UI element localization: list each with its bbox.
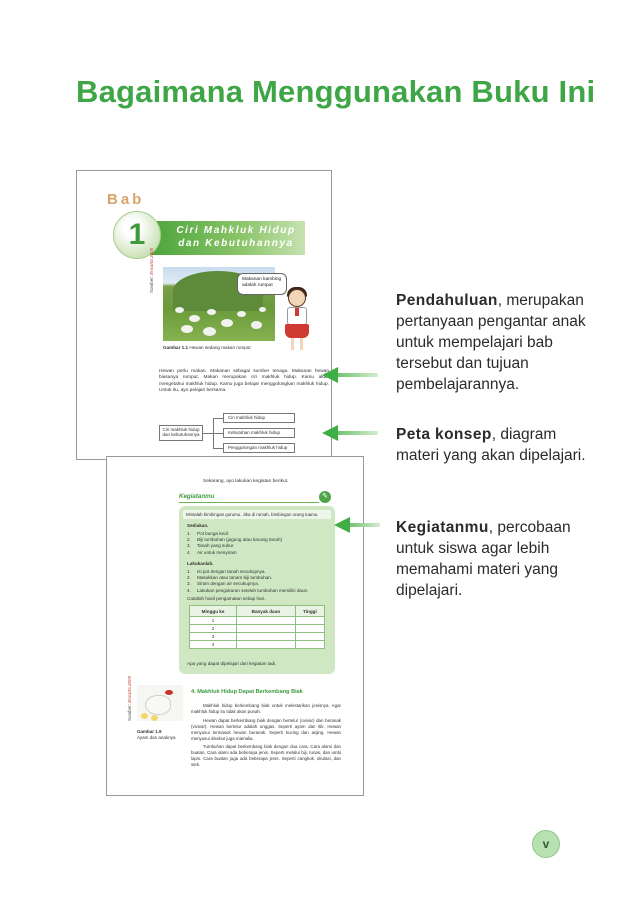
hen-photo — [137, 685, 183, 721]
chapter-title: Ciri Mahkluk Hidup dan Kebutuhannya — [176, 225, 296, 249]
sheep-shape — [181, 325, 193, 333]
chapter-opener-preview — [76, 170, 332, 460]
paragraph: Tumbuhan dapat berkembang biak dengan dua cara. Cara alami dan buatan. Cara alami ada beberapa jenis. Seperti melalui biji, tunas, dan umbi lapis. Cara buatan juga ada beberapa jenis. Seperti cangkok, okulasi, dan stek. — [191, 744, 341, 768]
sheep-shape — [203, 327, 216, 336]
speech-bubble: Makanan kambing adalah rumput — [237, 273, 287, 295]
sheep-shape — [221, 319, 233, 327]
list-item: 4. Air untuk menyiram — [187, 549, 237, 555]
steps-heading: Lakukanlah. — [187, 561, 214, 566]
photo-credit: Sumber: Encarta 2005 — [149, 247, 154, 293]
table-note: Catatlah hasil pengamatan setiap hari. — [187, 596, 266, 601]
activity-icon: ✎ — [319, 491, 331, 503]
paragraph: Makhluk hidup berkembang biak untuk melestarikan jenisnya. Agar makhluk hidup itu tidak akan punah. — [191, 703, 341, 714]
page-title: Bagaimana Menggunakan Buku Ini — [76, 74, 596, 109]
concept-map-branch: Penggolongan makhluk hidup — [223, 443, 295, 453]
activity-intro: Mintalah bimbingan gurumu. Jika di rumah, bimbingan orang tuamu. — [183, 510, 331, 519]
list-item: 4. Lakukan pengukuran setelah tumbuhan memiliki daun. — [187, 587, 309, 593]
section-body — [191, 703, 341, 771]
table-header: Banyak daun — [237, 606, 296, 617]
list-item: 3. Tanah yang subur — [187, 543, 234, 549]
steps-list — [187, 569, 308, 594]
student-illustration — [281, 289, 313, 351]
sheep-shape — [207, 309, 216, 315]
bab-label: Bab — [107, 191, 145, 208]
activity-title: Kegiatanmu — [179, 493, 215, 500]
list-item: 2. Masukkan atau tanam biji tumbuhan. — [187, 575, 273, 581]
activity-page-preview — [106, 456, 364, 796]
callout-kegiatanmu: Kegiatanmu, percobaan untuk siswa agar lebih memahami materi yang dipelajari. — [396, 519, 571, 599]
list-item: 3. Siram dengan air secukupnya. — [187, 581, 260, 587]
list-item: 2. Biji tumbuhan (jagung atau kacang tanah) — [187, 537, 283, 543]
concept-map-branch: Kebutuhan makhluk hidup — [223, 428, 295, 438]
activity-lead-text: Sekarang, ayo lakukan kegiatan berikut. — [203, 479, 289, 484]
sheep-shape — [251, 321, 262, 329]
concept-connector — [213, 433, 223, 434]
table-row: 4 — [190, 641, 325, 649]
section-heading: 4. Makhluk Hidup Dapat Berkembang Biak — [191, 689, 303, 695]
table-header: Tinggi — [295, 606, 324, 617]
page-number-badge: v — [532, 830, 560, 858]
figure-caption: Gambar 1.9 Ayam dan anaknya — [137, 729, 176, 740]
concept-connector — [203, 433, 213, 434]
list-item: 1. Isi pot dengan tanah secukupnya. — [187, 569, 266, 574]
sheep-shape — [259, 307, 266, 312]
pointer-arrow-icon — [334, 519, 380, 531]
paragraph: Hewan dapat berkembang biak dengan bertelur (ovivar) dan beranak (vivivar). Hewan bertelur adalah unggas. Seperti ayam dan itik. Hewan menyusui termasuk hewan beranak. Seperti kucing dan anjing. Hewan menyusui disebut juga mamalia. — [191, 717, 341, 741]
table-row: 1 — [190, 617, 325, 625]
table-row: 3 — [190, 633, 325, 641]
sheep-shape — [189, 315, 200, 322]
concept-map-branch: Ciri makhluk hidup — [223, 413, 295, 423]
materials-heading: Sediakan. — [187, 523, 209, 528]
materials-list — [187, 531, 282, 556]
list-item: 1. Pot bunga kecil — [187, 531, 229, 536]
pointer-arrow-icon — [322, 369, 378, 381]
concept-connector — [213, 418, 223, 419]
photo-credit: Sumber: Encarta 2005 — [127, 675, 132, 721]
concept-connector — [213, 448, 223, 449]
table-header: Minggu ke — [190, 606, 237, 617]
concept-map-main: Ciri makhluk hidup dan kebutuhannya — [159, 425, 203, 441]
activity-question: Apa yang dapat dipelajari dari kegiatan tadi. — [187, 661, 277, 666]
sheep-shape — [237, 311, 246, 317]
figure-caption: Gambar 1.1 Hewan sedang makan rumput — [163, 345, 251, 350]
activity-title-rule — [179, 502, 319, 503]
pointer-arrow-icon — [322, 427, 378, 439]
callout-pendahuluan: Pendahuluan, merupakan pertanyaan pengantar anak untuk mempelajari bab tersebut dan tujuan pembelajarannya. — [396, 292, 586, 393]
chapter-number: 1 — [128, 218, 146, 251]
callout-peta-konsep: Peta konsep, diagram materi yang akan dipelajari. — [396, 426, 586, 464]
table-row: 2 — [190, 625, 325, 633]
intro-paragraph: Hewan perlu makan. Makanan sebagai sumber tenaga. Makanan hewan biasanya rumput. Makan merupakan ciri makhluk hidup. Kamu akan mengetahui makhluk hidup. Kamu juga belajar menggolongkan makhluk hidup. Untuk itu, ayo pelajari bersama. — [159, 369, 329, 394]
observation-table — [189, 605, 325, 649]
sheep-shape — [175, 307, 184, 313]
